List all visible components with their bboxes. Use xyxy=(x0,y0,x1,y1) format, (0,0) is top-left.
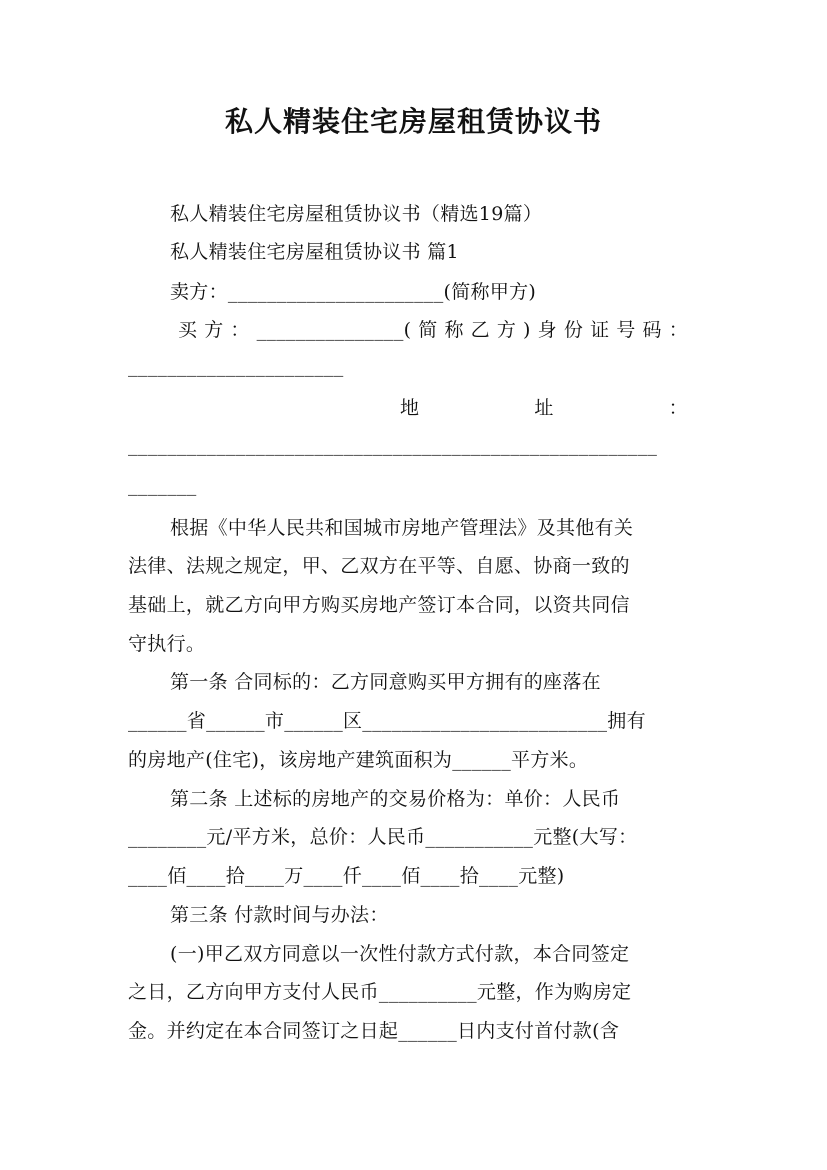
id-number-blank: ______________________ xyxy=(128,355,344,377)
article-1-line: 第一条 合同标的：乙方同意购买甲方拥有的座落在 xyxy=(170,671,601,693)
seller-line: 卖方：______________________(简称甲方) xyxy=(170,281,537,303)
address-line: 地 址 ： xyxy=(400,397,688,419)
article-2-line: 第二条 上述标的房地产的交易价格为：单价：人民币 xyxy=(170,788,621,810)
article-3-line: 金。并约定在本合同签订之日起______日内支付首付款(含 xyxy=(128,1020,620,1042)
document-title: 私人精装住宅房屋租赁协议书 xyxy=(224,105,602,138)
paragraph-line: 法律、法规之规定，甲、乙双方在平等、自愿、协商一致的 xyxy=(128,555,630,577)
article-2-line: ________元/平方米，总价：人民币___________元整(大写： xyxy=(128,826,638,848)
paragraph-line: 守执行。 xyxy=(128,633,206,655)
doc-section-heading: 私人精装住宅房屋租赁协议书 篇1 xyxy=(170,241,459,263)
article-3-line: (一)甲乙双方同意以一次性付款方式付款，本合同签定 xyxy=(170,943,630,965)
article-1-line: 的房地产(住宅)，该房地产建筑面积为______平方米。 xyxy=(128,749,589,771)
buyer-line: 买方：_______________(简称乙方)身份证号码： xyxy=(178,319,688,341)
address-blank-1: ______________________________________________________ xyxy=(128,434,658,456)
article-2-line: ____佰____拾____万____仟____佰____拾____元整) xyxy=(128,865,565,887)
article-3-heading: 第三条 付款时间与办法： xyxy=(170,904,389,926)
article-3-line: 之日，乙方向甲方支付人民币__________元整，作为购房定 xyxy=(128,981,632,1003)
doc-subtitle: 私人精装住宅房屋租赁协议书（精选19篇） xyxy=(170,203,543,225)
article-1-line: ______省______市______区_________________________拥有 xyxy=(128,710,646,732)
address-blank-2: _______ xyxy=(128,474,197,496)
paragraph-line: 根据《中华人民共和国城市房地产管理法》及其他有关 xyxy=(170,517,634,539)
paragraph-line: 基础上，就乙方向甲方购买房地产签订本合同，以资共同信 xyxy=(128,594,630,616)
